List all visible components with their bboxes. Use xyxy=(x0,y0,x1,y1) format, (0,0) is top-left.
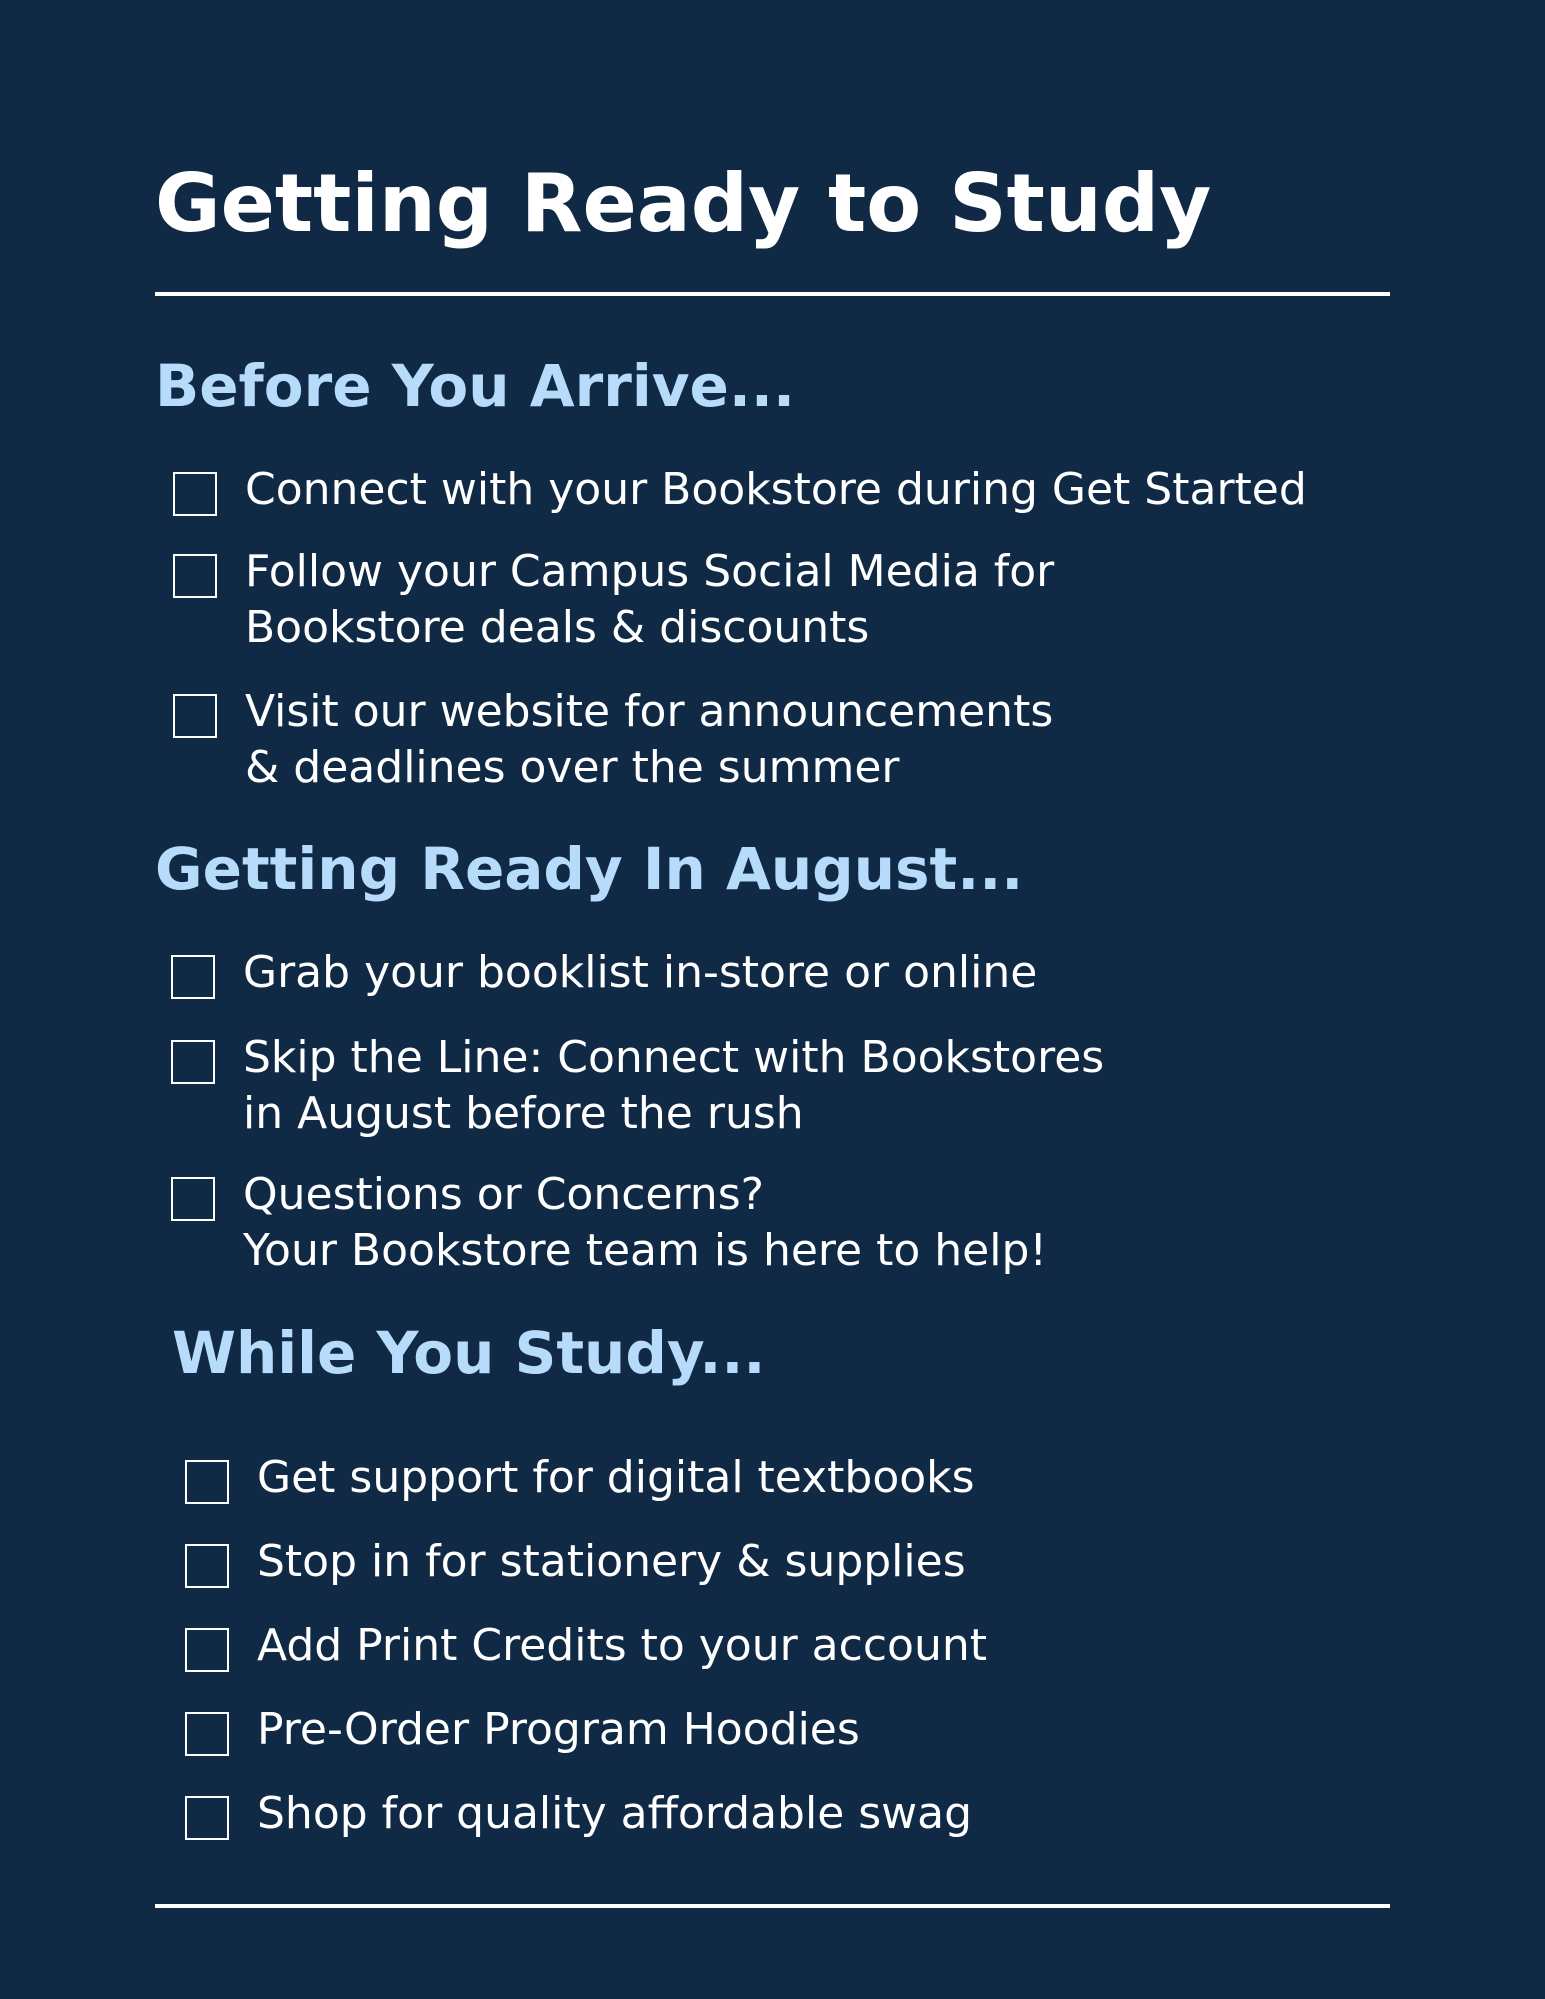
footer-divider xyxy=(155,1904,1390,1908)
checklist-item-label: Stop in for stationery & supplies xyxy=(257,1536,966,1587)
checkbox[interactable] xyxy=(171,1040,215,1084)
checklist-item[interactable] xyxy=(173,464,1307,518)
title-divider xyxy=(155,292,1390,296)
checklist-item-label: Connect with your Bookstore during Get Started xyxy=(245,464,1307,515)
checkbox[interactable] xyxy=(185,1544,229,1588)
checklist-item[interactable] xyxy=(173,546,1055,656)
checkbox[interactable] xyxy=(171,1177,215,1221)
page-title: Getting Ready to Study xyxy=(155,157,1212,250)
checklist-item-label: Visit our website for announcements & deadlines over the summer xyxy=(245,686,1054,793)
section-heading-before-you-arrive: Before You Arrive... xyxy=(155,352,795,420)
checklist-item[interactable] xyxy=(185,1788,973,1842)
checklist-item[interactable] xyxy=(173,686,1054,796)
checklist-item-label: Skip the Line: Connect with Bookstores in August before the rush xyxy=(243,1032,1105,1139)
checklist-item-label: Get support for digital textbooks xyxy=(257,1452,975,1503)
checklist-item-label: Grab your booklist in-store or online xyxy=(243,947,1038,998)
checklist-item[interactable] xyxy=(185,1620,987,1674)
checklist-item-label: Pre-Order Program Hoodies xyxy=(257,1704,860,1755)
checklist-item-label: Questions or Concerns? Your Bookstore team is here to help! xyxy=(243,1169,1048,1276)
checkbox[interactable] xyxy=(173,472,217,516)
checklist-item[interactable] xyxy=(185,1536,966,1590)
checklist-item[interactable] xyxy=(171,1032,1105,1142)
checkbox[interactable] xyxy=(173,694,217,738)
checklist-item[interactable] xyxy=(171,947,1038,1001)
checklist-item[interactable] xyxy=(185,1704,860,1758)
checklist-item-label: Shop for quality affordable swag xyxy=(257,1788,973,1839)
checkbox[interactable] xyxy=(185,1796,229,1840)
checkbox[interactable] xyxy=(171,955,215,999)
checklist-item-label: Follow your Campus Social Media for Bookstore deals & discounts xyxy=(245,546,1055,653)
checklist-item[interactable] xyxy=(171,1169,1048,1279)
checklist-item[interactable] xyxy=(185,1452,975,1506)
checklist-item-label: Add Print Credits to your account xyxy=(257,1620,987,1671)
section-heading-getting-ready-in-august: Getting Ready In August... xyxy=(155,835,1024,903)
checkbox[interactable] xyxy=(173,554,217,598)
checkbox[interactable] xyxy=(185,1628,229,1672)
checkbox[interactable] xyxy=(185,1712,229,1756)
section-heading-while-you-study: While You Study... xyxy=(172,1319,766,1387)
checkbox[interactable] xyxy=(185,1460,229,1504)
